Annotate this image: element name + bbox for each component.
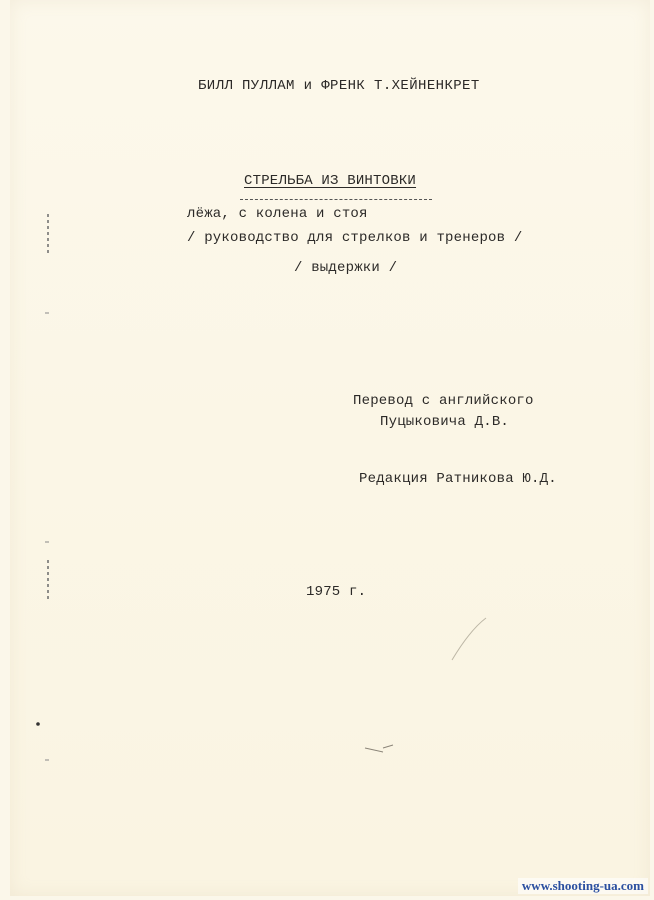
publication-year: 1975 г. <box>306 584 367 600</box>
title-underline-rule <box>240 199 432 200</box>
document-title: СТРЕЛЬБА ИЗ ВИНТОВКИ <box>244 173 417 189</box>
website-watermark: www.shooting-ua.com <box>518 878 648 894</box>
paper-sheet <box>10 0 650 896</box>
subtitle-guide: / руководство для стрелков и тренеров / <box>187 230 523 246</box>
binding-marks <box>30 0 60 900</box>
subtitle-positions: лёжа, с колена и стоя <box>187 206 368 222</box>
editor-credit: Редакция Ратникова Ю.Д. <box>359 471 557 487</box>
translator-name: Пуцыковича Д.В. <box>380 414 510 430</box>
authors-line: БИЛЛ ПУЛЛАМ и ФРЕНК Т.ХЕЙНЕНКРЕТ <box>198 78 480 94</box>
translation-credit: Перевод с английского <box>353 393 534 409</box>
binding-hole <box>36 722 40 726</box>
excerpts-note: / выдержки / <box>294 260 398 276</box>
